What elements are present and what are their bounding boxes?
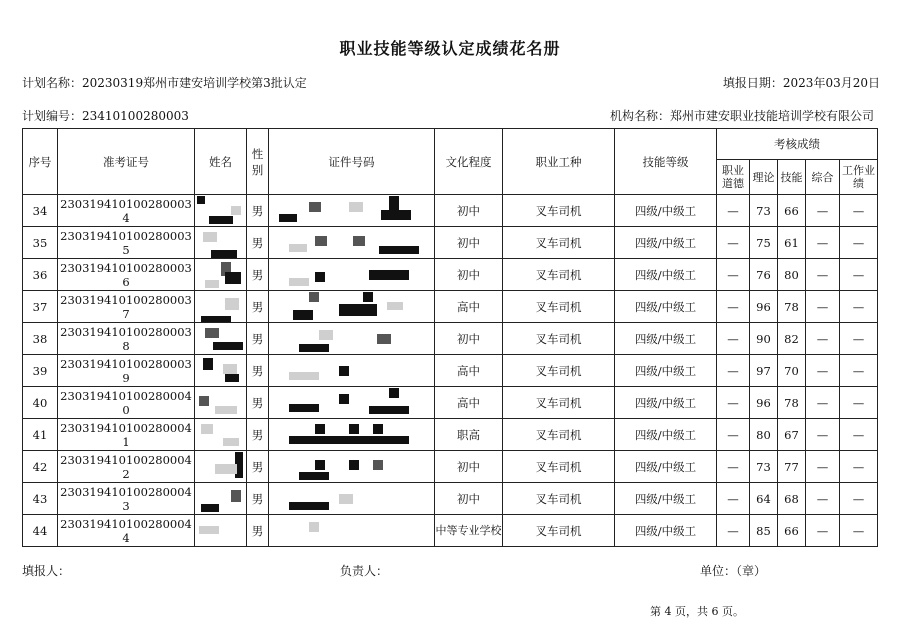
table-row bbox=[23, 227, 878, 259]
header-comprehensive: 综合 bbox=[806, 160, 840, 195]
cell-job: 叉车司机 bbox=[503, 227, 615, 259]
cell-ticket: 230319410100280004 3 bbox=[58, 483, 195, 515]
cell-gender: 男 bbox=[247, 483, 269, 515]
cell-comprehensive: — bbox=[806, 195, 840, 227]
cell-theory: 75 bbox=[750, 227, 778, 259]
cell-comprehensive: — bbox=[806, 323, 840, 355]
cell-comprehensive: — bbox=[806, 387, 840, 419]
cell-idno-redacted bbox=[269, 195, 435, 227]
cell-education: 初中 bbox=[435, 451, 503, 483]
cell-level: 四级/中级工 bbox=[615, 515, 717, 547]
cell-work: — bbox=[840, 291, 878, 323]
cell-theory: 73 bbox=[750, 451, 778, 483]
cell-job: 叉车司机 bbox=[503, 419, 615, 451]
cell-education: 初中 bbox=[435, 227, 503, 259]
cell-ticket: 230319410100280004 2 bbox=[58, 451, 195, 483]
cell-job: 叉车司机 bbox=[503, 259, 615, 291]
cell-gender: 男 bbox=[247, 195, 269, 227]
cell-work: — bbox=[840, 483, 878, 515]
cell-level: 四级/中级工 bbox=[615, 419, 717, 451]
cell-name-redacted bbox=[195, 451, 247, 483]
cell-name-redacted bbox=[195, 515, 247, 547]
cell-job: 叉车司机 bbox=[503, 355, 615, 387]
cell-name-redacted bbox=[195, 259, 247, 291]
cell-seq: 34 bbox=[23, 195, 58, 227]
report-date: 填报日期：2023年03月20日 bbox=[722, 76, 880, 90]
header-education: 文化程度 bbox=[435, 129, 503, 195]
cell-ticket: 230319410100280003 9 bbox=[58, 355, 195, 387]
cell-ethics: — bbox=[717, 483, 750, 515]
cell-education: 初中 bbox=[435, 483, 503, 515]
cell-seq: 36 bbox=[23, 259, 58, 291]
cell-comprehensive: — bbox=[806, 419, 840, 451]
cell-work: — bbox=[840, 419, 878, 451]
table-row bbox=[23, 387, 878, 419]
cell-seq: 43 bbox=[23, 483, 58, 515]
cell-ethics: — bbox=[717, 451, 750, 483]
cell-comprehensive: — bbox=[806, 483, 840, 515]
cell-job: 叉车司机 bbox=[503, 291, 615, 323]
cell-gender: 男 bbox=[247, 387, 269, 419]
cell-skill: 66 bbox=[778, 515, 806, 547]
cell-education: 初中 bbox=[435, 323, 503, 355]
cell-ticket: 230319410100280003 7 bbox=[58, 291, 195, 323]
cell-comprehensive: — bbox=[806, 291, 840, 323]
cell-theory: 85 bbox=[750, 515, 778, 547]
page-title: 职业技能等级认定成绩花名册 bbox=[339, 39, 561, 58]
cell-skill: 66 bbox=[778, 195, 806, 227]
cell-ethics: — bbox=[717, 515, 750, 547]
table-row bbox=[23, 483, 878, 515]
cell-work: — bbox=[840, 259, 878, 291]
cell-comprehensive: — bbox=[806, 451, 840, 483]
header-name: 姓名 bbox=[195, 129, 247, 195]
page-number: 第 4 页，共 6 页。 bbox=[650, 605, 744, 618]
cell-gender: 男 bbox=[247, 259, 269, 291]
cell-job: 叉车司机 bbox=[503, 195, 615, 227]
cell-ethics: — bbox=[717, 195, 750, 227]
cell-work: — bbox=[840, 195, 878, 227]
cell-theory: 96 bbox=[750, 387, 778, 419]
cell-work: — bbox=[840, 227, 878, 259]
table-row bbox=[23, 419, 878, 451]
cell-idno-redacted bbox=[269, 483, 435, 515]
cell-theory: 90 bbox=[750, 323, 778, 355]
cell-name-redacted bbox=[195, 483, 247, 515]
cell-idno-redacted bbox=[269, 451, 435, 483]
footer-filler: 填报人： bbox=[22, 564, 71, 578]
cell-comprehensive: — bbox=[806, 227, 840, 259]
table-row bbox=[23, 451, 878, 483]
cell-name-redacted bbox=[195, 387, 247, 419]
cell-ethics: — bbox=[717, 291, 750, 323]
cell-job: 叉车司机 bbox=[503, 323, 615, 355]
cell-idno-redacted bbox=[269, 323, 435, 355]
cell-level: 四级/中级工 bbox=[615, 323, 717, 355]
cell-theory: 76 bbox=[750, 259, 778, 291]
cell-seq: 39 bbox=[23, 355, 58, 387]
cell-level: 四级/中级工 bbox=[615, 259, 717, 291]
score-roster-table bbox=[22, 128, 878, 547]
cell-work: — bbox=[840, 355, 878, 387]
cell-theory: 97 bbox=[750, 355, 778, 387]
table-row bbox=[23, 323, 878, 355]
cell-seq: 42 bbox=[23, 451, 58, 483]
cell-skill: 82 bbox=[778, 323, 806, 355]
cell-name-redacted bbox=[195, 195, 247, 227]
cell-education: 初中 bbox=[435, 259, 503, 291]
table-row bbox=[23, 195, 878, 227]
cell-education: 高中 bbox=[435, 291, 503, 323]
cell-idno-redacted bbox=[269, 419, 435, 451]
cell-theory: 96 bbox=[750, 291, 778, 323]
cell-gender: 男 bbox=[247, 355, 269, 387]
cell-seq: 44 bbox=[23, 515, 58, 547]
cell-work: — bbox=[840, 515, 878, 547]
footer-responsible: 负责人： bbox=[340, 564, 389, 578]
cell-level: 四级/中级工 bbox=[615, 483, 717, 515]
cell-seq: 41 bbox=[23, 419, 58, 451]
header-level: 技能等级 bbox=[615, 129, 717, 195]
cell-name-redacted bbox=[195, 291, 247, 323]
cell-gender: 男 bbox=[247, 515, 269, 547]
cell-seq: 38 bbox=[23, 323, 58, 355]
header-ticket: 准考证号 bbox=[58, 129, 195, 195]
header-work: 工作业绩 bbox=[840, 160, 878, 195]
cell-gender: 男 bbox=[247, 227, 269, 259]
cell-idno-redacted bbox=[269, 355, 435, 387]
cell-level: 四级/中级工 bbox=[615, 291, 717, 323]
cell-ticket: 230319410100280004 4 bbox=[58, 515, 195, 547]
cell-name-redacted bbox=[195, 323, 247, 355]
cell-gender: 男 bbox=[247, 291, 269, 323]
cell-ticket: 230319410100280004 1 bbox=[58, 419, 195, 451]
cell-ethics: — bbox=[717, 259, 750, 291]
header-scores: 考核成绩 bbox=[717, 129, 878, 160]
cell-ticket: 230319410100280004 0 bbox=[58, 387, 195, 419]
cell-ethics: — bbox=[717, 387, 750, 419]
cell-ethics: — bbox=[717, 355, 750, 387]
cell-theory: 73 bbox=[750, 195, 778, 227]
cell-education: 中等专业学校 bbox=[435, 515, 503, 547]
cell-level: 四级/中级工 bbox=[615, 387, 717, 419]
cell-gender: 男 bbox=[247, 419, 269, 451]
cell-level: 四级/中级工 bbox=[615, 355, 717, 387]
table-row bbox=[23, 259, 878, 291]
cell-ticket: 230319410100280003 6 bbox=[58, 259, 195, 291]
cell-ticket: 230319410100280003 5 bbox=[58, 227, 195, 259]
cell-level: 四级/中级工 bbox=[615, 195, 717, 227]
cell-theory: 64 bbox=[750, 483, 778, 515]
plan-name: 计划名称：20230319郑州市建安培训学校第3批认定 bbox=[22, 76, 307, 90]
table-row bbox=[23, 355, 878, 387]
cell-job: 叉车司机 bbox=[503, 515, 615, 547]
cell-idno-redacted bbox=[269, 227, 435, 259]
cell-ticket: 230319410100280003 8 bbox=[58, 323, 195, 355]
cell-idno-redacted bbox=[269, 259, 435, 291]
table-row bbox=[23, 291, 878, 323]
cell-skill: 61 bbox=[778, 227, 806, 259]
cell-education: 高中 bbox=[435, 387, 503, 419]
cell-comprehensive: — bbox=[806, 515, 840, 547]
cell-skill: 68 bbox=[778, 483, 806, 515]
cell-skill: 78 bbox=[778, 387, 806, 419]
cell-education: 职高 bbox=[435, 419, 503, 451]
cell-theory: 80 bbox=[750, 419, 778, 451]
cell-education: 高中 bbox=[435, 355, 503, 387]
cell-work: — bbox=[840, 323, 878, 355]
cell-gender: 男 bbox=[247, 323, 269, 355]
plan-number: 计划编号：23410100280003 bbox=[22, 109, 189, 123]
roster-body bbox=[23, 195, 878, 547]
organization-name: 机构名称：郑州市建安职业技能培训学校有限公司 bbox=[609, 109, 874, 123]
cell-ethics: — bbox=[717, 323, 750, 355]
header-theory: 理论 bbox=[750, 160, 778, 195]
cell-name-redacted bbox=[195, 419, 247, 451]
cell-ethics: — bbox=[717, 419, 750, 451]
cell-skill: 70 bbox=[778, 355, 806, 387]
cell-job: 叉车司机 bbox=[503, 451, 615, 483]
header-gender: 性别 bbox=[247, 129, 269, 195]
cell-ticket: 230319410100280003 4 bbox=[58, 195, 195, 227]
cell-level: 四级/中级工 bbox=[615, 227, 717, 259]
cell-idno-redacted bbox=[269, 387, 435, 419]
cell-seq: 37 bbox=[23, 291, 58, 323]
cell-skill: 80 bbox=[778, 259, 806, 291]
cell-skill: 77 bbox=[778, 451, 806, 483]
header-ethics: 职业道德 bbox=[717, 160, 750, 195]
cell-work: — bbox=[840, 387, 878, 419]
cell-skill: 67 bbox=[778, 419, 806, 451]
cell-seq: 40 bbox=[23, 387, 58, 419]
cell-comprehensive: — bbox=[806, 355, 840, 387]
cell-job: 叉车司机 bbox=[503, 387, 615, 419]
header-job: 职业工种 bbox=[503, 129, 615, 195]
cell-work: — bbox=[840, 451, 878, 483]
header-skill: 技能 bbox=[778, 160, 806, 195]
cell-level: 四级/中级工 bbox=[615, 451, 717, 483]
cell-name-redacted bbox=[195, 227, 247, 259]
cell-education: 初中 bbox=[435, 195, 503, 227]
cell-job: 叉车司机 bbox=[503, 483, 615, 515]
cell-idno-redacted bbox=[269, 291, 435, 323]
header-seq: 序号 bbox=[23, 129, 58, 195]
cell-seq: 35 bbox=[23, 227, 58, 259]
cell-ethics: — bbox=[717, 227, 750, 259]
table-row bbox=[23, 515, 878, 547]
cell-gender: 男 bbox=[247, 451, 269, 483]
cell-comprehensive: — bbox=[806, 259, 840, 291]
cell-idno-redacted bbox=[269, 515, 435, 547]
cell-name-redacted bbox=[195, 355, 247, 387]
header-idno: 证件号码 bbox=[269, 129, 435, 195]
footer-unit: 单位：（章） bbox=[700, 564, 767, 578]
cell-skill: 78 bbox=[778, 291, 806, 323]
